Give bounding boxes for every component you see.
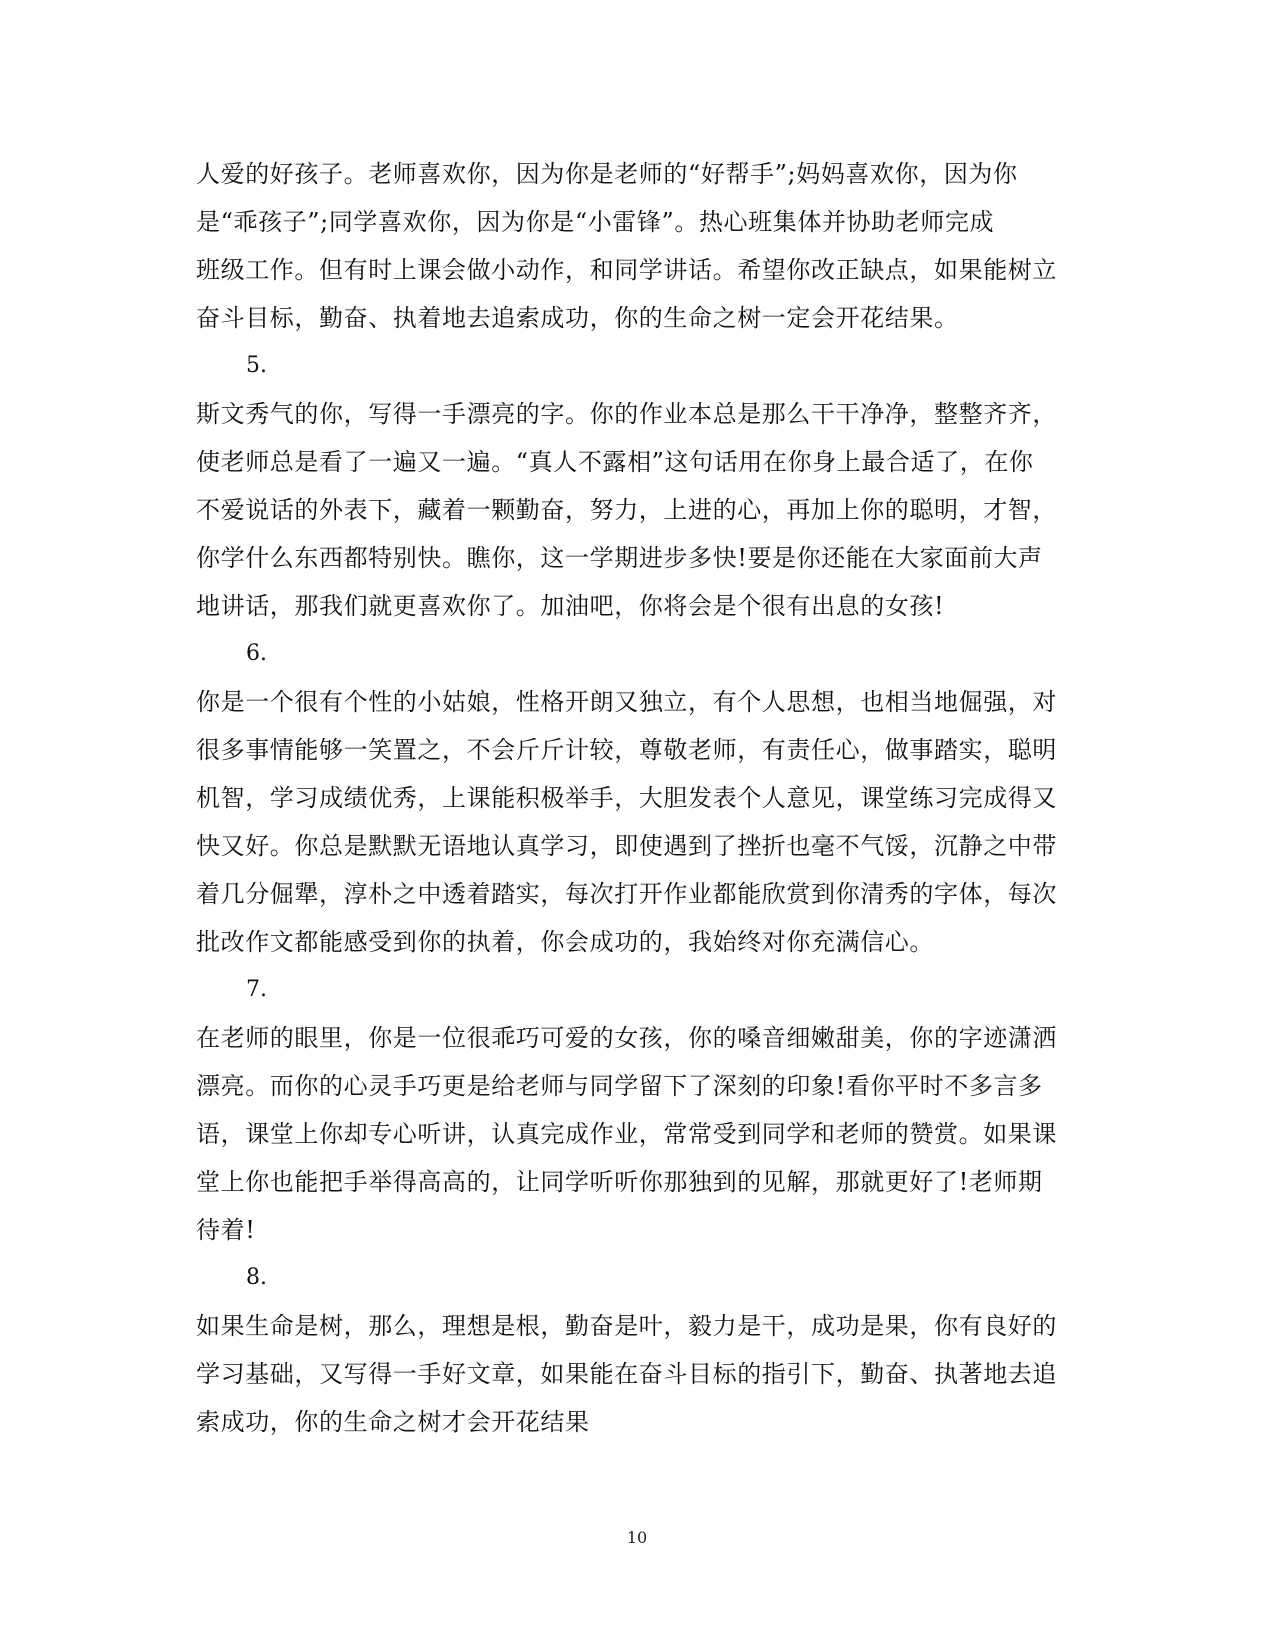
- paragraph: [196, 150, 1076, 342]
- text-line: 漂亮。而你的心灵手巧更是给老师与同学留下了深刻的印象!看你平时不多言多: [196, 1072, 1043, 1100]
- item-number: 8.: [246, 1265, 267, 1290]
- text-line: 奋斗目标，勤奋、执着地去追索成功，你的生命之树一定会开花结果。: [196, 304, 959, 332]
- item-number: 7.: [246, 977, 267, 1002]
- text-line: 待着!: [196, 1216, 256, 1244]
- item-number: 5.: [246, 353, 267, 378]
- text-line: 你是一个很有个性的小姑娘，性格开朗又独立，有个人思想，也相当地倔强，对: [196, 688, 1057, 716]
- text-line: 如果生命是树，那么，理想是根，勤奋是叶，毅力是干，成功是果，你有良好的: [196, 1312, 1057, 1340]
- page-number: 10: [626, 1528, 648, 1547]
- text-line: 堂上你也能把手举得高高的，让同学听听你那独到的见解，那就更好了!老师期: [196, 1168, 1043, 1196]
- text-line: 批改作文都能感受到你的执着，你会成功的，我始终对你充满信心。: [196, 928, 934, 956]
- text-line: 索成功，你的生命之树才会开花结果: [196, 1408, 590, 1436]
- text-line: 快又好。你总是默默无语地认真学习，即使遇到了挫折也毫不气馁，沉静之中带: [196, 832, 1057, 860]
- text-line: 机智，学习成绩优秀，上课能积极举手，大胆发表个人意见，课堂练习完成得又: [196, 784, 1057, 812]
- text-line: 在老师的眼里，你是一位很乖巧可爱的女孩，你的嗓音细嫩甜美，你的字迹潇洒: [196, 1024, 1057, 1052]
- text-line: 地讲话，那我们就更喜欢你了。加油吧，你将会是个很有出息的女孩!: [196, 592, 945, 620]
- text-line: 是“乖孩子”;同学喜欢你，因为你是“小雷锋”。热心班集体并协助老师完成: [196, 208, 995, 236]
- text-line: 不爱说话的外表下，藏着一颗勤奋，努力，上进的心，再加上你的聪明，才智，: [196, 496, 1057, 524]
- text-line: 很多事情能够一笑置之，不会斤斤计较，尊敬老师，有责任心，做事踏实，聪明: [196, 736, 1057, 764]
- text-line: 班级工作。但有时上课会做小动作，和同学讲话。希望你改正缺点，如果能树立: [196, 256, 1057, 284]
- text-line: 斯文秀气的你，写得一手漂亮的字。你的作业本总是那么干干净净，整整齐齐，: [196, 400, 1057, 428]
- text-line: 语，课堂上你却专心听讲，认真完成作业，常常受到同学和老师的赞赏。如果课: [196, 1120, 1057, 1148]
- text-line: 使老师总是看了一遍又一遍。“真人不露相”这句话用在你身上最合适了，在你: [196, 448, 1034, 476]
- paragraph: [196, 1014, 1076, 1254]
- text-line: 你学什么东西都特别快。瞧你，这一学期进步多快!要是你还能在大家面前大声: [196, 544, 1043, 572]
- paragraph: [196, 1302, 1076, 1446]
- text-line: 着几分倔犟，淳朴之中透着踏实，每次打开作业都能欣赏到你清秀的字体，每次: [196, 880, 1057, 908]
- text-line: 人爱的好孩子。老师喜欢你，因为你是老师的“好帮手”;妈妈喜欢你，因为你: [196, 160, 1018, 188]
- document-body: [196, 150, 1076, 1446]
- paragraph: [196, 390, 1076, 630]
- text-line: 学习基础，又写得一手好文章，如果能在奋斗目标的指引下，勤奋、执著地去追: [196, 1360, 1057, 1388]
- paragraph: [196, 678, 1076, 966]
- item-number: 6.: [246, 641, 267, 666]
